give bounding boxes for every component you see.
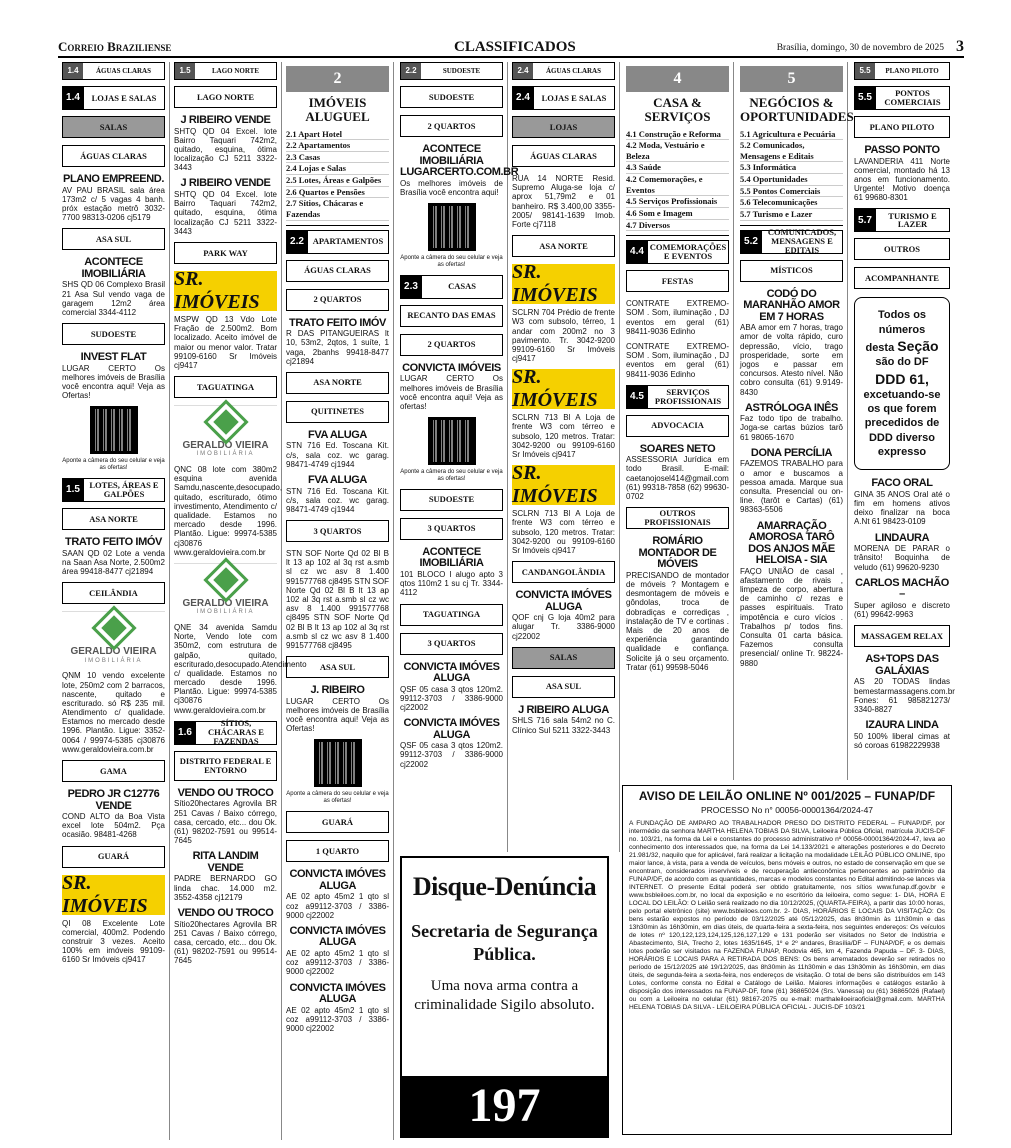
classified-ad: PASSO PONTO LAVANDERIA 411 Norte comercial, montado há 13 anos em funcionamento. Urgente! Motivo doença 61 99680-8301 [854, 144, 950, 203]
location-label: GUARÁ [62, 846, 165, 868]
disque-denuncia-ad [400, 856, 609, 1138]
rooms-label: 3 QUARTOS [286, 520, 389, 542]
page-date: Brasília, domingo, 30 de novembro de 2025 [776, 43, 944, 53]
category-label: OUTROS [854, 238, 950, 260]
location-label: SUDOESTE [400, 489, 503, 511]
geraldo-vieira-logo: GERALDO VIEIRA IMOBILIÁRIA [62, 611, 165, 667]
location-label: LAGO NORTE [174, 86, 277, 108]
rooms-label: QUITINETES [286, 401, 389, 423]
classified-ad: INVEST FLAT LUGAR CERTO Os melhores imóveis de Brasília você encontra aqui! Veja as Ofertas! [62, 351, 165, 401]
classified-ad: CONVICTA IMÓVES ALUGA AE 02 apto 45m2 1 qto sl coz a99112-3703 / 3386-9000 cj22002 [286, 981, 389, 1034]
classified-ad: ACONTECE IMOBILIÁRIA LUGARCERTO.COM.BR Os melhores imóveis de Brasília você encontra aqui! [400, 143, 519, 197]
classified-ad: CARLOS MACHÃO – Super agiloso e discreto (61) 99642-9963 [854, 576, 950, 620]
category-label: MÍSTICOS [740, 260, 843, 282]
geraldo-vieira-logo: GERALDO VIEIRA IMOBILIÁRIA [174, 405, 277, 461]
classified-ad: CONVICTA IMÓVEIS LUGAR CERTO Os melhores imóveis de Brasília você encontra aqui! Veja as ofertas! [400, 361, 503, 411]
qr-caption: Aponte a câmera do seu celular e veja as ofertas! [400, 469, 503, 482]
section-title: NEGÓCIOS & OPORTUNIDADES [740, 95, 854, 125]
location-label: PARK WAY [174, 242, 277, 264]
column-7 [736, 62, 854, 780]
classified-ad: ACONTECE IMOBILIÁRIA SHS QD 06 Complexo Brasil 21 Asa Sul vendo vaga de garagem 12m2 área comercial 3344-4112 [62, 256, 165, 317]
column-4 [396, 62, 519, 852]
classified-ad: FVA ALUGA STN 716 Ed. Toscana Kit. c/s, sala coz. wc garag. 98471-4749 cj1944 [286, 474, 389, 514]
classified-ad: TRATO FEITO IMÓV SAAN QD 02 Lote a venda na Saan Asa Norte, 2.500m2 área 99418-8477 cj21894 [62, 536, 165, 577]
location-label: ASA SUL [62, 228, 165, 250]
category-label: MASSAGEM RELAX [854, 625, 950, 647]
classified-ad: STN SOF Norte Qd 02 Bl B lt 13 ap 102 al 3q rst a.smb sl cz wc asv 8 1.400 991577768 cj8495 STN SOF Norte Qd 02 Bl B lt 13 ap 102 al 3q rst a.smb sl cz wc asv 8 1.400 991577768 cj8495 STN SOF Norte Qd 02 Bl B lt 13 ap 102 al 3q rst a.smb sl cz wc asv 8 1.400 991577768 cj8495 [286, 549, 389, 650]
classified-ad: AMARRAÇÃO AMOROSA TARÔ DOS ANJOS MÃE HELOISA - SIA FAÇO UNIÃO de casal , afastamento de rivais , limpeza de corpo, abertura de caminho c/ rezas e passes espirituais. Trato impotência e curo vícios . Trabalhos p/ todos fins. Consulta 01 carta básica. Fazemos consulta presencial/ online Tr. 98224-9880 [740, 519, 843, 668]
page-header [58, 38, 964, 58]
location-label: ASA NORTE [286, 372, 389, 394]
classified-ad: CONVICTA IMÓVES ALUGA QSF 05 casa 3 qtos 120m2. 99112-3703 / 3386-9000 cj22002 [400, 660, 503, 712]
column-2 [170, 62, 307, 1140]
location-label: ASA NORTE [512, 235, 615, 257]
classified-ad: SCLRN 704 Prédio de frente W3 com subsolo, térreo, 1 andar com 200m2 no 3 pavimento. Tr. 3042-9200 99109-6160 Sr Imóveis cj9417 [512, 308, 615, 364]
classified-ad: ACONTECE IMOBILIÁRIA 101 BLOCO I alugo apto 3 qtos 110m2 1 su cj Tr. 3344-4112 [400, 545, 503, 598]
disque-slogan: Uma nova arma contra a criminalidade Sigilo absoluto. [414, 977, 595, 1014]
classified-ad: VENDO OU TROCO Sítio20hectares Agrovila BR 251 Cavas / Baixo córrego, casa, cercado, etc... dou Ok. (61) 98202-7591 ou 99514-7645 [174, 906, 277, 966]
classified-ad: FVA ALUGA STN 716 Ed. Toscana Kit. c/s, sala coz. wc garag. 98471-4749 cj1944 [286, 428, 389, 469]
classified-ad: DONA PERCÍLIA FAZEMOS TRABALHO para o amor e buscamos a pessoa amada. Marque sua consulta. Presencial ou on-line. (tarôt e Cartas) (61) 98363-5506 [740, 446, 843, 515]
sr-imoveis-logo: SR. IMÓVEIS [512, 264, 615, 304]
section-header: 2.2 APARTAMENTOS [286, 230, 389, 254]
sr-imoveis-logo: SR. IMÓVEIS [62, 875, 165, 915]
classified-ad: J RIBEIRO VENDE SHTQ QD 04 Excel. lote Bairro Taquari 742m2, quitado, esquina, ótima localização CJ 5211 3322-3443 [174, 177, 277, 236]
sr-imoveis-logo: SR. IMÓVEIS [512, 465, 615, 505]
sr-imoveis-logo: SR. IMÓVEIS [512, 369, 615, 409]
qr-caption: Aponte a câmera do seu celular e veja as ofertas! [62, 458, 165, 472]
auction-title: AVISO DE LEILÃO ONLINE Nº 001/2025 – FUNAP/DF [638, 789, 936, 803]
section-header: 1.6 SÍTIOS, CHÁCARAS E FAZENDAS [174, 721, 277, 745]
section-index: 2.1 Apart Hotel 2.2 Apartamentos 2.3 Casas 2.4 Lojas e Salas 2.5 Lotes, Áreas e Galpões 2.6 Quartos e Pensões 2.7 Sítios, Chácaras e Fazendas [286, 129, 389, 226]
sr-imoveis-logo: SR. IMÓVEIS [174, 271, 277, 311]
disque-title: Disque-Denúncia [412, 872, 597, 901]
masthead: Correio Braziliense [58, 39, 172, 54]
category-label: ADVOCACIA [626, 415, 729, 437]
rooms-label: 2 QUARTOS [400, 334, 503, 356]
classified-ad: QNE 34 avenida Samdu Norte, Vendo lote com 350m2, com estrutura de galpão, quitado, escriturado,desocupado.Atendimento c/ qualidade. Estamos no mercado desde 1996. Plantão. Ligue: 99974-5385 cj30876 www.geraldovieira.com.br [174, 622, 307, 715]
column-1 [58, 62, 170, 1140]
classified-ad: CONVICTA IMÓVES ALUGA AE 02 apto 45m2 1 qto sl coz a99112-3703 / 3386-9000 cj22002 [286, 868, 389, 920]
category-label: SALAS [512, 647, 615, 669]
section-title: IMÓVEIS ALUGUEL [305, 95, 370, 125]
column-tag: 1.5 LAGO NORTE [174, 62, 277, 80]
classified-ad: J. RIBEIRO LUGAR CERTO Os melhores imóveis de Brasília você encontra aqui! Veja as Ofertas! [286, 684, 389, 734]
classified-ad: QNC 08 lote com 380m2 esquina avenida Samdu,nascente,desocupado, quitado, escriturado, ótimo investimento, Atendimento c/ qualidade. Estamos no mercado desde 1996. Plantão. Ligue: 99974-5385 cj30876 www.geraldovieira.com.br [174, 465, 283, 557]
location-label: SUDOESTE [62, 323, 165, 345]
column-6 [622, 62, 734, 780]
rooms-label: 3 QUARTOS [400, 633, 503, 655]
location-label: RECANTO DAS EMAS [400, 305, 503, 327]
classified-ad: PEDRO JR C12776 VENDE COND ALTO da Boa Vista excel lote 504m2. Pça ocasião. 98481-4268 [62, 788, 165, 840]
classified-ad: FACO ORAL GINA 35 ANOS Oral até o fim em homens ativos deixo finalizar na boca A.Nt 61 98423-0109 [854, 477, 950, 527]
location-label: TAGUATINGA [174, 376, 277, 398]
qr-code-icon[interactable] [314, 739, 362, 787]
ddd-notice: Todos os números desta Seção são do DF DDD 61, excetuando-se os que forem precedidos de DDD diverso expresso [854, 297, 950, 470]
qr-code-icon[interactable] [428, 417, 476, 465]
section-index: 4.1 Construção e Reforma 4.2 Moda, Vestuário e Beleza 4.3 Saúde 4.2 Comemorações, e Eventos 4.5 Serviços Profissionais 4.6 Som e Imagem 4.7 Diversos [626, 129, 729, 237]
location-label: GAMA [62, 760, 165, 782]
column-8 [850, 62, 954, 780]
location-label: TAGUATINGA [400, 604, 503, 626]
section-index: 5.1 Agricultura e Pecuária 5.2 Comunicados, Mensagens e Editais 5.3 Informática 5.4 Oportunidades 5.5 Pontos Comerciais 5.6 Telecomunicações 5.7 Turismo e Lazer [740, 129, 843, 226]
qr-caption: Aponte a câmera do seu celular e veja as ofertas! [400, 255, 503, 268]
section-number: 5 [740, 66, 843, 92]
category-label: FESTAS [626, 270, 729, 292]
classified-ad: RUA 14 NORTE Resid. Supremo Aluga-se loja c/ aprox 51,79m2 e 01 banheiro. R$ 3.400,00 3355-2005/ 98141-1639 Imob. Forte cj7118 [512, 174, 615, 229]
location-label: CEILÂNDIA [62, 582, 165, 604]
section-header: 4.5 SERVIÇOS PROFISSIONAIS [626, 385, 729, 409]
location-label: ÁGUAS CLARAS [62, 145, 165, 167]
location-label: ASA NORTE [62, 508, 165, 530]
classified-ad: MSPW QD 13 Vdo Lote Fração de 2.500m2. Bom localizado. Aceito imóvel de maior ou menor valor. Tratar 99109-6160 Sr Imóveis cj9417 [174, 314, 277, 370]
section-header: 1.4 LOJAS E SALAS [62, 86, 165, 110]
classified-ad: CONVICTA IMÓVES ALUGA QSF 05 casa 3 qtos 120m2. 99112-3703 / 3386-9000 cj22002 [400, 717, 503, 769]
classified-ad: J RIBEIRO ALUGA SHLS 716 sala 54m2 no C. Clínico Sul 5211 3322-3443 [512, 703, 615, 735]
category-label: ACOMPANHANTE [854, 267, 950, 289]
location-label: ASA SUL [286, 656, 389, 678]
classified-ad: PLANO EMPREEND. AV PAU BRASIL sala área 173m2 c/ 5 vagas 4 banh. próx estação metrô 3032-7700 98313-0206 cj5179 [62, 173, 165, 223]
location-label: ÁGUAS CLARAS [286, 260, 389, 282]
qr-code-icon[interactable] [90, 406, 138, 454]
classified-ad: SCLRN 713 Bl A Loja de frente W3 com térreo e subsolo, 120 metros. Tratar: 3042-9200 ou 99109-6160 Sr Imóveis cj9417 [512, 413, 615, 459]
classified-ad: J RIBEIRO VENDE SHTQ QD 04 Excel. lote Bairro Taquari 742m2, quitado, esquina, ótima localização CJ 5211 3322-3443 [174, 114, 277, 173]
column-5 [508, 62, 620, 852]
category-label: LOJAS [512, 116, 615, 138]
classified-ad: AS+TOPS DAS GALÁXIAS AS 20 TODAS lindas bemestarmassagens.com.br Fones: 61 985821273/ 3340-8827 [854, 653, 955, 714]
location-label: CANDANGOLÂNDIA [512, 561, 615, 583]
rooms-label: 2 QUARTOS [400, 115, 503, 137]
classified-ad: IZAURA LINDA 50 100% liberal cimas at só coroas 61982229938 [854, 719, 950, 750]
location-label: ASA SUL [512, 676, 615, 698]
classified-ad: QI 08 Excelente Lote comercial, 400m2. Podendo construir 3 vezes. Aceito 100% em imóveis 99109-6160 Sr Imóveis cj9417 [62, 918, 165, 965]
column-3 [282, 62, 394, 1140]
classified-ad: TRATO FEITO IMÓV R DAS PITANGUEIRAS lt 10, 53m2, 2qtos, 1 suíte, 1 vaga, 2banhs 99418-8477 cj21894 [286, 316, 389, 366]
classified-ad: CONTRATE EXTREMO-SOM . Som, iluminação , DJ eventos em geral (61) 98411-9036 Edinho [626, 341, 729, 379]
column-tag: 5.5 PLANO PILOTO [854, 62, 950, 80]
classified-ad: RITA LANDIM VENDE PADRE BERNARDO GO linda chac. 14.000 m2. 3552-4358 cj12179 [174, 850, 277, 902]
column-tag: 1.4 ÁGUAS CLARAS [62, 62, 165, 80]
category-label: SALAS [62, 116, 165, 138]
classified-ad: CODÓ DO MARANHÃO AMOR EM 7 HORAS ABA amor em 7 horas, trago amor de volta rápido, curo depressão, vício, trago prosperidade, sorte em jogos e passar em concursos. Atesto nível. Não cobro consulta (61) 9.9149-8430 [740, 287, 843, 397]
classified-ad: SOARES NETO ASSESSORIA Jurídica em todo Brasil. E-mail: caetanojosel414@gmail.com (61) 99318-7858 (62) 99630-0702 [626, 442, 729, 502]
section-title: CASA & SERVIÇOS [644, 95, 711, 125]
section-header: 4.4 COMEMORAÇÕES E EVENTOS [626, 240, 729, 264]
classified-ad: CONVICTA IMÓVES ALUGA QOF cnj G loja 40m2 para alugar Tr. 3386-9000 cj22002 [512, 589, 615, 641]
rooms-label: 1 QUARTO [286, 840, 389, 862]
qr-code-icon[interactable] [428, 203, 476, 251]
section-number: 4 [626, 66, 729, 92]
section-header: 5.5 PONTOS COMERCIAIS [854, 86, 950, 110]
classified-ad: ROMÁRIO MONTADOR DE MÓVEIS PRECISANDO de montador de móveis ? Montagem e desmontagem de móveis e gôndolas, troca de dobradiças e corrediças , instalação de TV e cortinas . Mais de 20 anos de experiência garantindo qualidade e confiança. Solicite já o seu orçamento. Tratar (61) 99598-5046 [626, 535, 729, 672]
classified-ad: CONVICTA IMÓVES ALUGA AE 02 apto 45m2 1 qto sl coz a99112-3703 / 3386-9000 cj22002 [286, 924, 389, 977]
section-title: CLASSIFICADOS [454, 39, 576, 55]
location-label: GUARÁ [286, 811, 389, 833]
location-label: DISTRITO FEDERAL E ENTORNO [174, 751, 277, 781]
section-header: 5.2 COMUNICADOS, MENSAGENS E EDITAIS [740, 230, 843, 254]
disque-subtitle: Secretaria de Segurança Pública. [411, 920, 598, 965]
section-number: 2 [286, 66, 389, 92]
column-tag: 2.4 ÁGUAS CLARAS [512, 62, 615, 80]
location-label: ÁGUAS CLARAS [512, 145, 615, 167]
section-header: 1.5 LOTES, ÁREAS E GALPÕES [62, 478, 165, 502]
auction-notice [622, 785, 952, 1135]
section-header: 5.7 TURISMO E LAZER [854, 208, 950, 232]
category-label: OUTROS PROFISSIONAIS [626, 507, 729, 529]
section-header: 2.4 LOJAS E SALAS [512, 86, 615, 110]
auction-body: A FUNDAÇÃO DE AMPARO AO TRABALHADOR PRESO DO DISTRITO FEDERAL – FUNAP/DF, por intermédio da senhora MARTHA HELENA TOBIAS DA SILVA, Leiloeira Pública Oficial, matrícula JUCIS-DF no. 103/21, na forma da Lei e constantes do processo administrativo nº 00056-00001364/2024-47, leva ao conhecimento dos interessados que, na forma da Lei 14.133/2021 e alterações posteriores e do Decreto 21.981/32, naquilo que for aplicável, fará realizar a licitação na modalidade LEILÃO PÚBLICO ONLINE, tipo maior lance, à vista, para a venda de veículos, bens móveis e outros, no estado de conservação em que se encontram, considerados inservíveis e de recuperação antieconômica pertencentes ao patrimônio da FUNAP/DF, de acordo com as quantidades, marcas e modelos constantes no Edital admitindo-se lances via INTERNET. O presente Edital poderá ser obtido gratuitamente, nos sítios www.funap.df.gov.br e www.bsbleiloes.com.br, no local da exposição e no escritório da leiloeira, como segue: 1- DIA, HORA E LOCAL DO LEILÃO: O Leilão será realizado no dia 10/12/2025, (QUARTA-FEIRA), a partir das 10:00 horas, pelo portal eletrônico (site) www.bsbleiloes.com.br. 2- DIAS, HORÁRIOS E LOCAIS DA VISITAÇÃO: Os bens estarão expostos no período de 03/12/2025 até 05/12/2025, das 8h30min às 11h30min e das 13h30min às 16h30min, em dias úteis, de quarta-feira a sexta-feira, nos seguintes endereços: Os veículos de lotes nº 120,122,123,124,125,126,127,129 e 131 poderão ser visitados no Setor de Indústria e Abastecimento, SIA, Trecho 2, lotes 1635/1645, 1º e 2º andares, Brasília/DF – FUNAP/DF, e os demais lotes poderão ser visitados na FAZENDA FUNAP, Rodovia 465, km 4, Fazenda Papuda – DF. 3- DIAS, HORÁRIOS E LOCAIS PARA A RETIRADA DOS BENS: Os bens arrematados deverão ser retirados no período de 15/12/2025 até 19/12/2025, das 8h30min às 11h30min e das 13h30min às 16h30min, em dias úteis, de segunda-feira a sexta-feira, nos endereços de visitação. O total de bens são distribuídos em 143 Lotes, conforme consta no Edital e Catálogo de Leilão. Maiores informações e catálogos estarão à disposição dos interessados na FUNAP-DF, fone (61) 36865024 (Srs. Vanessa) ou (61) 36865026 (Rafael) ou com a Leiloeira no celular (61) 98167-2075 ou e-mail: marthaleiloeiraoficial@gmail.com. MARTHA HELENA TOBIAS DA SILVA - LEILOEIRA PÚBLICA OFICIAL - JUCIS-DF 103/21 [629, 819, 945, 1012]
classified-ad: QNM 10 vendo excelente lote, 250m2 com 2 barracos, nascente, quitado e escriturado. só R$ 235 mil. Atendimento c/ qualidade. Estamos no mercado desde 1996. Plantão. Ligue: 3352-0064 / 99974-5385 cj30876 www.geraldovieira.com.br [62, 671, 165, 754]
qr-caption: Aponte a câmera do seu celular e veja as ofertas! [286, 791, 389, 805]
location-label: SUDOESTE [400, 86, 503, 108]
rooms-label: 3 QUARTOS [400, 518, 503, 540]
column-tag: 2.2 SUDOESTE [400, 62, 503, 80]
classified-ad: ASTRÓLOGA INÊS Faz todo tipo de trabalho. Joga-se cartas búzios tarô 61 98065-1670 [740, 401, 843, 442]
auction-process: PROCESSO No n° 00056-00001364/2024-47 [700, 804, 874, 815]
page-number: 3 [956, 38, 964, 55]
disque-number: 197 [402, 1076, 607, 1136]
rooms-label: 2 QUARTOS [286, 289, 389, 311]
classified-ad: SCLRN 713 Bl A Loja de frente W3 com térreo e subsolo, 120 metros. Tratar: 3042-9200 ou 99109-6160 Sr Imóveis cj9417 [512, 509, 615, 555]
classified-ad: CONTRATE EXTREMO-SOM . Som, iluminação , DJ eventos em geral (61) 98411-9036 Edinho [626, 299, 729, 336]
classified-ad: LINDAURA MORENA DE PARAR o trânsito! Boquinha de veludo (61) 99620-9230 [854, 531, 950, 572]
classified-ad: VENDO OU TROCO Sítio20hectares Agrovila BR 251 Cavas / Baixo córrego, casa, cercado, etc... dou Ok. (61) 98202-7591 ou 99514-7645 [174, 786, 277, 846]
geraldo-vieira-logo: GERALDO VIEIRA IMOBILIÁRIA [174, 563, 277, 619]
location-label: PLANO PILOTO [854, 116, 950, 138]
section-header: 2.3 CASAS [400, 275, 503, 299]
